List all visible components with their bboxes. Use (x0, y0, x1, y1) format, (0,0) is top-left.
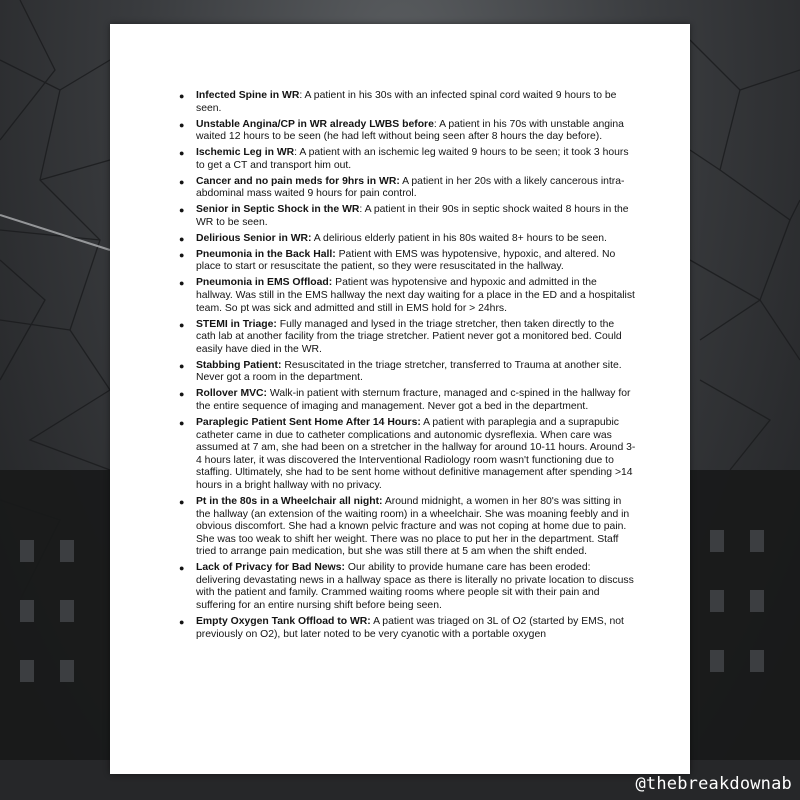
item-title: Unstable Angina/CP in WR already LWBS before (196, 118, 434, 130)
list-item (179, 277, 636, 315)
list-item (179, 90, 636, 115)
item-title: Senior in Septic Shock in the WR (196, 204, 360, 216)
list-item (179, 318, 636, 357)
list-item (179, 416, 636, 493)
item-title: Rollover MVC: (196, 388, 268, 400)
bullet-icon: ● (179, 496, 185, 507)
bullet-icon: ● (179, 119, 185, 130)
list-item (179, 248, 636, 274)
item-separator: : (433, 118, 440, 130)
item-title: Paraplegic Patient Sent Home After 14 Hours: (196, 416, 421, 428)
item-text: Walk-in patient with sternum fracture, managed and c-spined in the hallway for the entire sequence of imaging and management. Never got a bed in the department. (196, 388, 631, 412)
item-text: A patient with paraplegia and a suprapubic catheter came in due to catheter complications and autonomic dysreflexia. When care was assumed at 7 am, she had been on a stretcher in the hallway for around 10-11 hours. Around 3-4 hours later, it was discovered the Interventional Radiology room wasn't functioning due to staffing. Ultimately, she had to be sent home without definitive management after spending >14 hours in a bright hallway with no privacy. (196, 416, 636, 491)
bullet-icon: ● (179, 417, 185, 428)
list-item (179, 147, 636, 172)
item-title: Pt in the 80s in a Wheelchair all night: (196, 495, 383, 507)
watermark-handle: @thebreakdownab (635, 774, 792, 794)
bullet-icon: ● (179, 319, 185, 330)
list-item (179, 562, 636, 612)
item-title: Stabbing Patient: (196, 359, 282, 371)
item-text: A patient in his 70s with unstable angina waited 12 hours to be seen (he had left without being seen after 8 hours the day before). (196, 118, 624, 143)
item-text: A patient in his 30s with an infected spinal cord waited 9 hours to be seen. (196, 90, 617, 114)
item-title: Infected Spine in WR (196, 90, 300, 101)
item-text: Our ability to provide humane care has been eroded: delivering devastating news in a hallway space as there is literally no private location to discuss with the patient and family. Crammed waiting rooms where people sit with their pain and suffering for an entire nursing shift before being seen. (196, 562, 634, 612)
list-item (179, 232, 636, 246)
item-title: Empty Oxygen Tank Offload to WR: (196, 616, 371, 628)
list-item (179, 388, 636, 413)
list-item (179, 118, 636, 144)
item-title: Pneumonia in the Back Hall: (196, 248, 336, 260)
item-text: A patient in her 20s with a likely cancerous intra-abdominal mass waited 9 hours for pain control. (196, 175, 625, 200)
item-text: Fully managed and lysed in the triage stretcher, then taken directly to the cath lab at another facility from the triage stretcher. Patient never got a monitored bed. Could easily have died in the WR. (196, 318, 622, 355)
list-item (179, 359, 636, 385)
bullet-icon: ● (179, 176, 185, 187)
item-text: Resuscitated in the triage stretcher, transferred to Trauma at another site. Never got a room in the department. (196, 359, 622, 384)
bullet-icon: ● (179, 617, 185, 628)
list-item (179, 175, 636, 201)
document-page (110, 24, 690, 774)
list-item (179, 495, 636, 559)
list-item (179, 616, 636, 641)
list-item (179, 204, 636, 229)
bullet-icon: ● (179, 360, 185, 371)
item-text: A patient with an ischemic leg waited 9 hours to be seen; it took 3 hours to get a CT and transport him out. (196, 147, 629, 171)
bullet-icon: ● (179, 563, 185, 574)
item-separator: : (299, 90, 305, 101)
item-title: Delirious Senior in WR: (196, 232, 312, 244)
item-text: A delirious elderly patient in his 80s waited 8+ hours to be seen. (313, 232, 607, 244)
item-separator: : (359, 204, 365, 216)
item-text: Around midnight, a women in her 80's was sitting in the hallway (an extension of the waiting room) in a wheelchair. She was moaning feebly and in obvious discomfort. She had a known pelvic fracture and was not coping at home due to pain. She was too weak to shift her weight. There was no place to put her in the department. Staff tried to arrange pain medication, but she was still there at 5 am when the shift ended. (196, 495, 630, 558)
item-title: Ischemic Leg in WR (196, 147, 295, 159)
item-text: A patient was triaged on 3L of O2 (started by EMS, not previously on O2), but later noted to be very cyanotic with a portable oxygen (196, 616, 624, 640)
incident-list (179, 90, 636, 645)
bullet-icon: ● (179, 233, 185, 244)
item-title: STEMI in Triage: (196, 318, 277, 330)
bullet-icon: ● (179, 148, 185, 159)
bullet-icon: ● (179, 278, 185, 289)
item-text: Patient with EMS was hypotensive, hypoxic, and altered. No place to start or resuscitate the patient, so they were resuscitated in the hallway. (196, 248, 616, 273)
item-title: Lack of Privacy for Bad News: (196, 562, 345, 574)
item-title: Pneumonia in EMS Offload: (196, 277, 333, 289)
bullet-icon: ● (179, 389, 185, 400)
bullet-icon: ● (179, 91, 185, 101)
item-title: Cancer and no pain meds for 9hrs in WR: (196, 175, 400, 187)
item-separator: : (294, 147, 300, 159)
item-text: A patient in their 90s in septic shock waited 8 hours in the WR to be seen. (196, 204, 629, 228)
item-text: Patient was hypotensive and hypoxic and admitted in the hallway. Was still in the EMS hallway the next day waiting for a place in the ED and a hospitalist team. So pt was sick and admitted and still in EMS hold for > 24hrs. (196, 277, 635, 314)
bullet-icon: ● (179, 249, 185, 260)
bullet-icon: ● (179, 205, 185, 216)
